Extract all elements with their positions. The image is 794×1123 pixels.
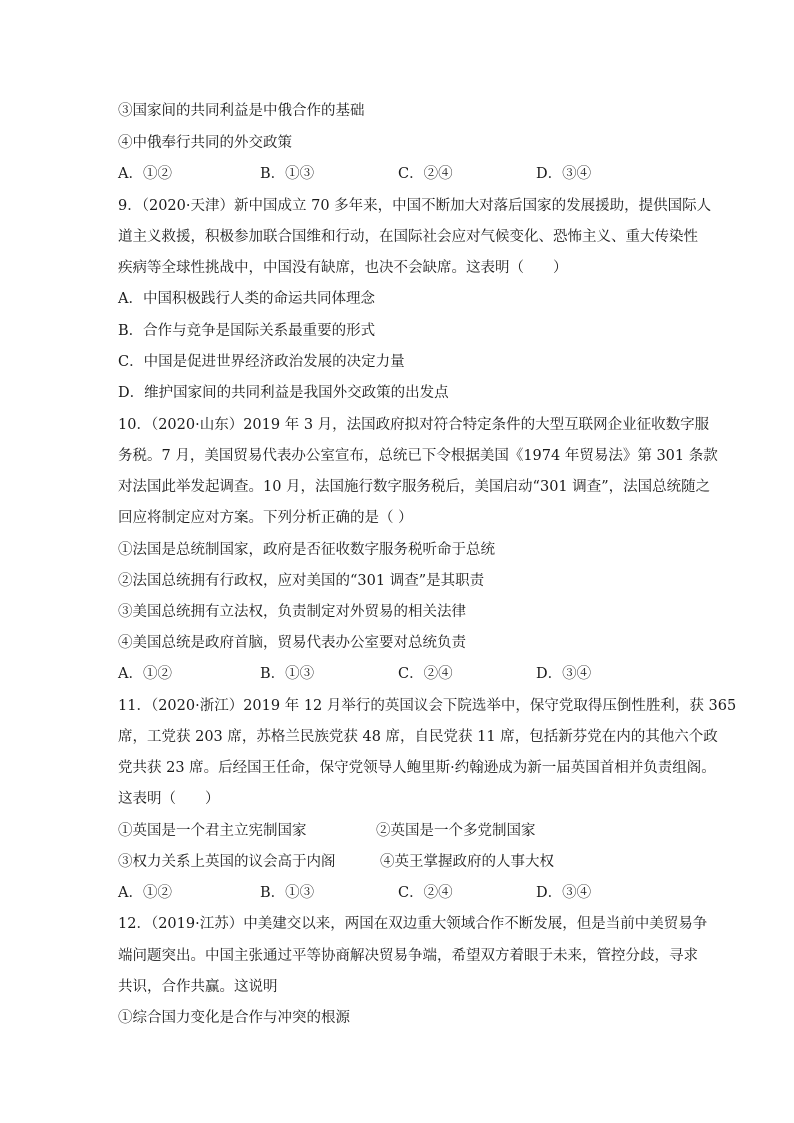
q10-option-b: B．①③ (260, 666, 315, 682)
q10-statement-3: ③美国总统拥有立法权，负责制定对外贸易的相关法律 (118, 604, 466, 620)
q10-option-d: D．③④ (536, 666, 592, 682)
q10-option-c: C．②④ (398, 666, 453, 682)
q10-statement-1: ①法国是总统制国家，政府是否征收数字服务税听命于总统 (118, 542, 495, 558)
q8-option-d: D．③④ (536, 166, 592, 182)
q10-statement-4: ④美国总统是政府首脑，贸易代表办公室要对总统负责 (118, 635, 466, 651)
q10-option-a: A．①② (118, 666, 172, 682)
q11-statement-2: ②英国是一个多党制国家 (376, 823, 536, 839)
q11-statement-4: ④英王掌握政府的人事大权 (380, 854, 554, 870)
q8-option-c: C．②④ (398, 166, 453, 182)
q10-stem-line-1: 10．（2020·山东）2019 年 3 月，法国政府拟对符合特定条件的大型互联网企业征收数字服 (118, 417, 710, 433)
q9-stem-line-1: 9．（2020·天津）新中国成立 70 多年来，中国不断加大对落后国家的发展援助，提供国际人 (118, 198, 712, 214)
q11-options (118, 883, 678, 903)
q11-stem-line-1: 11．（2020·浙江）2019 年 12 月举行的英国议会下院选举中，保守党取得压倒性胜利，获 365 (118, 698, 737, 714)
q11-statement-1: ①英国是一个君主立宪制国家 (118, 823, 307, 839)
q11-stem-line-2: 席，工党获 203 席，苏格兰民族党获 48 席，自民党获 11 席，包括新芬党在内的其他六个政 (118, 729, 718, 745)
q9-choice-a: A．中国积极践行人类的命运共同体理念 (118, 291, 375, 307)
q8-options (118, 164, 678, 184)
q10-stem-line-3: 对法国此举发起调查。10 月，法国施行数字服务税后，美国启动“301 调查”，法国总统随之 (118, 479, 711, 495)
q11-option-a: A．①② (118, 885, 172, 901)
q8-option-b: B．①③ (260, 166, 315, 182)
q11-option-b: B．①③ (260, 885, 315, 901)
q11-option-d: D．③④ (536, 885, 592, 901)
q10-options (118, 664, 678, 684)
q11-statements-row-2 (118, 852, 678, 872)
q9-choice-d: D．维护国家间的共同利益是我国外交政策的出发点 (118, 385, 449, 401)
q12-stem-line-3: 共识，合作共赢。这说明 (118, 979, 278, 995)
q11-stem-line-4: 这表明（ ） (118, 791, 220, 807)
q10-stem-line-4: 回应将制定应对方案。下列分析正确的是（ ） (118, 510, 413, 526)
q12-statement-1: ①综合国力变化是合作与冲突的根源 (118, 1010, 350, 1026)
q12-stem-line-1: 12．（2019·江苏）中美建交以来，两国在双边重大领域合作不断发展，但是当前中美贸易争 (118, 916, 708, 932)
q8-statement-3: ③国家间的共同利益是中俄合作的基础 (118, 103, 365, 119)
q11-option-c: C．②④ (398, 885, 453, 901)
q11-statement-3: ③权力关系上英国的议会高于内阁 (118, 854, 336, 870)
q8-option-a: A．①② (118, 166, 172, 182)
q9-choice-b: B．合作与竞争是国际关系最重要的形式 (118, 323, 376, 339)
q10-statement-2: ②法国总统拥有行政权，应对美国的“301 调查”是其职责 (118, 573, 485, 589)
q9-stem-line-3: 疾病等全球性挑战中，中国没有缺席，也决不会缺席。这表明（ ） (118, 260, 568, 276)
q9-choice-c: C．中国是促进世界经济政治发展的决定力量 (118, 354, 405, 370)
q11-stem-line-3: 党共获 23 席。后经国王任命，保守党领导人鲍里斯·约翰逊成为新一届英国首相并负责组阁。 (118, 760, 716, 776)
q12-stem-line-2: 端问题突出。中国主张通过平等协商解决贸易争端，希望双方着眼于未来，管控分歧，寻求 (118, 948, 698, 964)
q11-statements-row-1 (118, 821, 678, 841)
q10-stem-line-2: 务税。7 月，美国贸易代表办公室宣布，总统已下令根据美国《1974 年贸易法》第 301 条款 (118, 448, 718, 464)
q9-stem-line-2: 道主义救援，积极参加联合国维和行动，在国际社会应对气候变化、恐怖主义、重大传染性 (118, 229, 698, 245)
q8-statement-4: ④中俄奉行共同的外交政策 (118, 135, 292, 151)
